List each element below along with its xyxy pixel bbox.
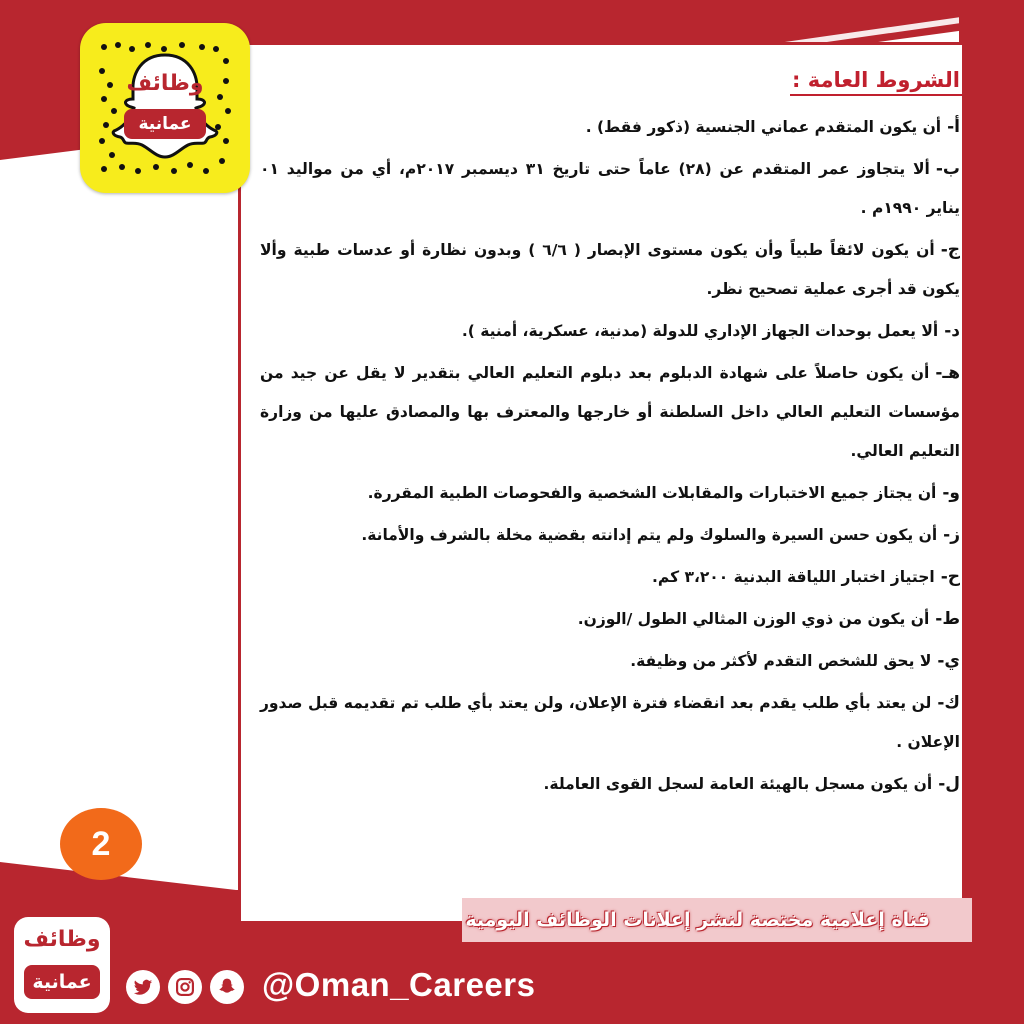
snapcode[interactable] [80, 23, 250, 193]
snapcode-title-line1: وظائف [126, 71, 204, 96]
condition-letter: د- [944, 321, 960, 341]
twitter-icon[interactable] [126, 970, 160, 1004]
condition-text: أن يكون مسجل بالهيئة العامة لسجل القوى العاملة. [543, 775, 933, 793]
condition-item [260, 354, 960, 471]
condition-text: أن يكون حاصلاً على شهادة الدبلوم بعد دبلوم التعليم العالي بتقدير لا يقل عن جيد من مؤسسات التعليم العالي داخل السلطنة أو خارجها والمعترف بها والمصادق عليها من وزارة التعليم العالي. [260, 364, 960, 460]
logo-line1: وظائف [23, 927, 101, 952]
condition-item [260, 231, 960, 309]
condition-item [260, 558, 960, 597]
condition-item [260, 684, 960, 762]
social-handle[interactable]: @Oman_Careers [262, 966, 536, 1003]
brand-logo[interactable] [14, 917, 110, 1013]
section-title: الشروط العامة : [790, 66, 962, 96]
tagline-bar [462, 898, 972, 942]
condition-text: أن يكون المتقدم عماني الجنسية (ذكور فقط) . [585, 118, 942, 136]
condition-text: أن يكون حسن السيرة والسلوك ولم يتم إدانته بقضية مخلة بالشرف والأمانة. [361, 526, 938, 544]
condition-text: ألا يعمل بوحدات الجهاز الإداري للدولة (مدنية، عسكرية، أمنية ). [461, 322, 939, 340]
condition-letter: ح- [940, 567, 960, 587]
condition-letter: هـ- [935, 363, 960, 383]
condition-text: ألا يتجاوز عمر المتقدم عن (٢٨) عاماً حتى تاريخ ٣١ ديسمبر ٢٠١٧م، أي من مواليد ٠١ يناير ١٩٩٠م . [260, 160, 960, 217]
condition-text: لن يعتد بأي طلب يقدم بعد انقضاء فترة الإعلان، ولن يعتد بأي طلب تم تقديمه قبل صدور الإعلان . [260, 694, 960, 751]
condition-text: لا يحق للشخص التقدم لأكثر من وظيفة. [630, 652, 932, 670]
condition-item [260, 474, 960, 513]
instagram-icon[interactable] [168, 970, 202, 1004]
logo-line2: عمانية [24, 965, 100, 999]
condition-letter: أ- [947, 117, 960, 137]
page-number-badge: 2 [60, 808, 142, 880]
snapchat-icon[interactable] [210, 970, 244, 1004]
condition-item [260, 312, 960, 351]
condition-letter: ج- [940, 240, 960, 260]
condition-item [260, 108, 960, 147]
condition-item [260, 150, 960, 228]
snapchat-ghost-icon [98, 41, 232, 175]
condition-text: أن يكون من ذوي الوزن المثالي الطول /الوزن. [577, 610, 930, 628]
condition-letter: ب- [935, 159, 960, 179]
condition-letter: ط- [935, 609, 960, 629]
condition-item [260, 516, 960, 555]
condition-letter: ز- [943, 525, 960, 545]
conditions-list [260, 108, 960, 807]
condition-item [260, 642, 960, 681]
condition-text: أن يكون لائقاً طبياً وأن يكون مستوى الإبصار ( ٦/٦ ) وبدون نظارة أو عدسات طبية وألا يكون قد أجرى عملية تصحيح نظر. [260, 241, 960, 298]
condition-letter: ك- [937, 693, 960, 713]
condition-letter: ل- [938, 774, 960, 794]
snapcode-title-line2: عمانية [124, 109, 206, 139]
condition-letter: و- [942, 483, 960, 503]
condition-letter: ي- [937, 651, 960, 671]
right-red-band [959, 0, 1024, 1024]
tagline-text: قناة إعلامية مختصة لنشر إعلانات الوظائف اليومية [465, 909, 930, 931]
condition-text: اجتياز اختبار اللياقة البدنية ٣،٢٠٠ كم. [652, 568, 935, 586]
condition-text: أن يجتاز جميع الاختبارات والمقابلات الشخصية والفحوصات الطبية المقررة. [367, 484, 937, 502]
condition-item [260, 600, 960, 639]
condition-item [260, 765, 960, 804]
